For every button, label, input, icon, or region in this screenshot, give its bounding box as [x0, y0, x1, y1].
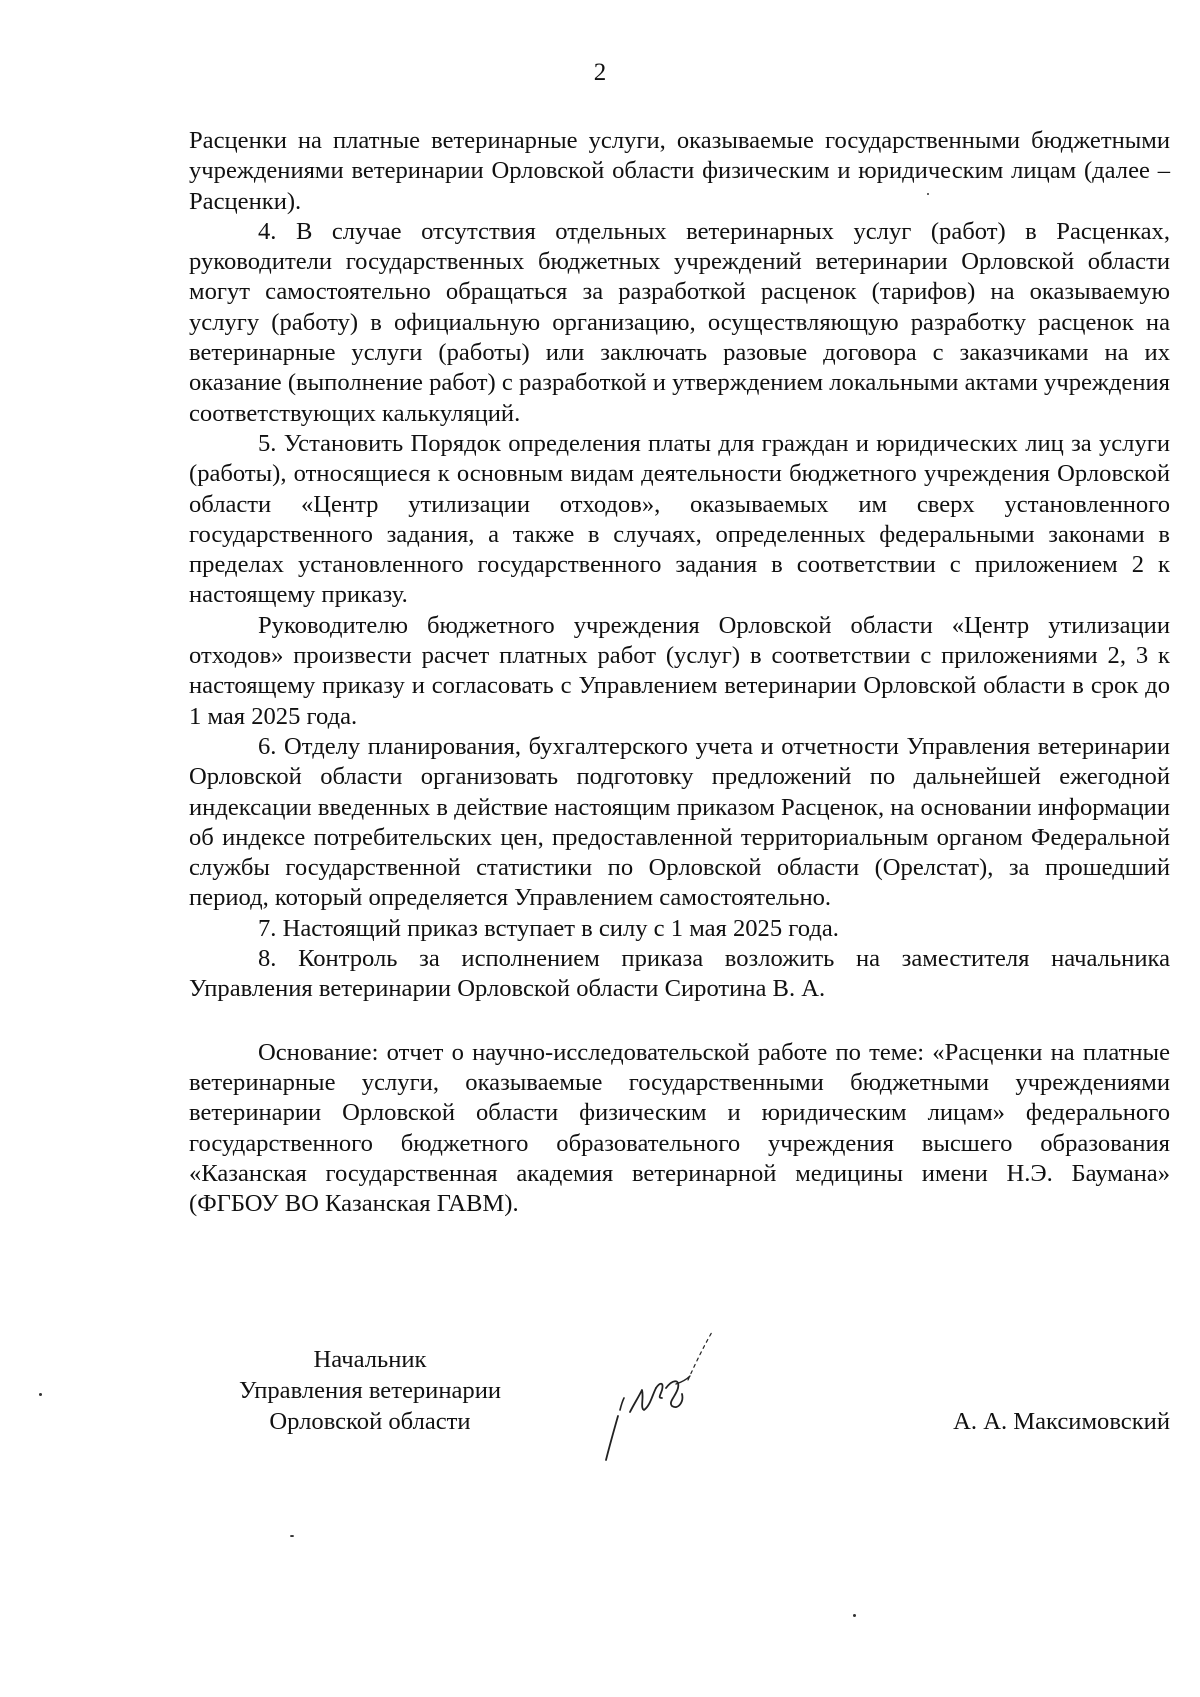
scan-speck — [39, 1393, 42, 1396]
signatory-name: А. А. Максимовский — [953, 1408, 1170, 1435]
signatory-position-line: Управления ветеринарии — [238, 1377, 502, 1404]
page-number: 2 — [593, 59, 607, 86]
paragraph-item-7: 7. Настоящий приказ вступает в силу с 1 мая 2025 года. — [258, 914, 839, 942]
paragraph-continuation: Расценки на платные ветеринарные услуги, оказываемые государственными бюджетными учреждениями ветеринарии Орловской области физическим и юридическим лицам (далее – Расценки). — [189, 127, 1170, 215]
paragraph-item-6: 6. Отделу планирования, бухгалтерского учета и отчетности Управления ветеринарии Орловской области организовать подготовку предложений по дальнейшей ежегодной индексации введенных в действие настоящим приказом Расценок, на основании информации об индексе потребительских цен, предоставленной территориальным органом Федеральной службы государственной статистики по Орловской области (Орелстат), за прошедший период, который определяется Управлением самостоятельно. — [189, 732, 1170, 912]
paragraph-item-4: 4. В случае отсутствия отдельных ветеринарных услуг (работ) в Расценках, руководители государственных бюджетных учреждений ветеринарии Орловской области могут самостоятельно обращаться за разработкой расценок (тарифов) на оказываемую услугу (работу) в официальную организацию, осуществляющую разработку расценок на ветеринарные услуги (работы) или заключать разовые договора с заказчиками на их оказание (выполнение работ) с разработкой и утверждением локальными актами учреждения соответствующих калькуляций. — [189, 217, 1170, 427]
paragraph-item-8: 8. Контроль за исполнением приказа возложить на заместителя начальника Управления ветеринарии Орловской области Сиротина В. А. — [189, 945, 1170, 1003]
signatory-position — [200, 1344, 540, 1437]
handwritten-signature — [598, 1318, 748, 1468]
paragraph-item-5: 5. Установить Порядок определения платы для граждан и юридических лиц за услуги (работы), относящиеся к основным видам деятельности бюджетного учреждения Орловской области «Центр утилизации отходов», оказываемых им сверх установленного государственного задания, а также в случаях, определенных федеральными законами в пределах установленного государственного задания в соответствии с приложением 2 к настоящему приказу. — [189, 429, 1170, 609]
scan-speck — [927, 193, 929, 195]
signatory-position-line: Орловской области — [269, 1408, 471, 1435]
basis-paragraph: Основание: отчет о научно-исследовательской работе по теме: «Расценки на платные ветеринарные услуги, оказываемые государственными бюджетными учреждениями ветеринарии Орловской области физическим и юридическим лицам» федерального государственного бюджетного образовательного учреждения высшего образования «Казанская государственная академия ветеринарной медицины имени Н.Э. Баумана» (ФГБОУ ВО Казанская ГАВМ). — [189, 1038, 1170, 1218]
signatory-position-line: Начальник — [313, 1346, 427, 1373]
document-body — [189, 126, 1170, 1219]
scan-speck — [853, 1614, 856, 1617]
scan-speck — [290, 1535, 294, 1537]
paragraph-item-5-instruction: Руководителю бюджетного учреждения Орловской области «Центр утилизации отходов» произвести расчет платных работ (услуг) в соответствии с приложениями 2, 3 к настоящему приказу и согласовать с Управлением ветеринарии Орловской области в срок до 1 мая 2025 года. — [189, 611, 1170, 730]
